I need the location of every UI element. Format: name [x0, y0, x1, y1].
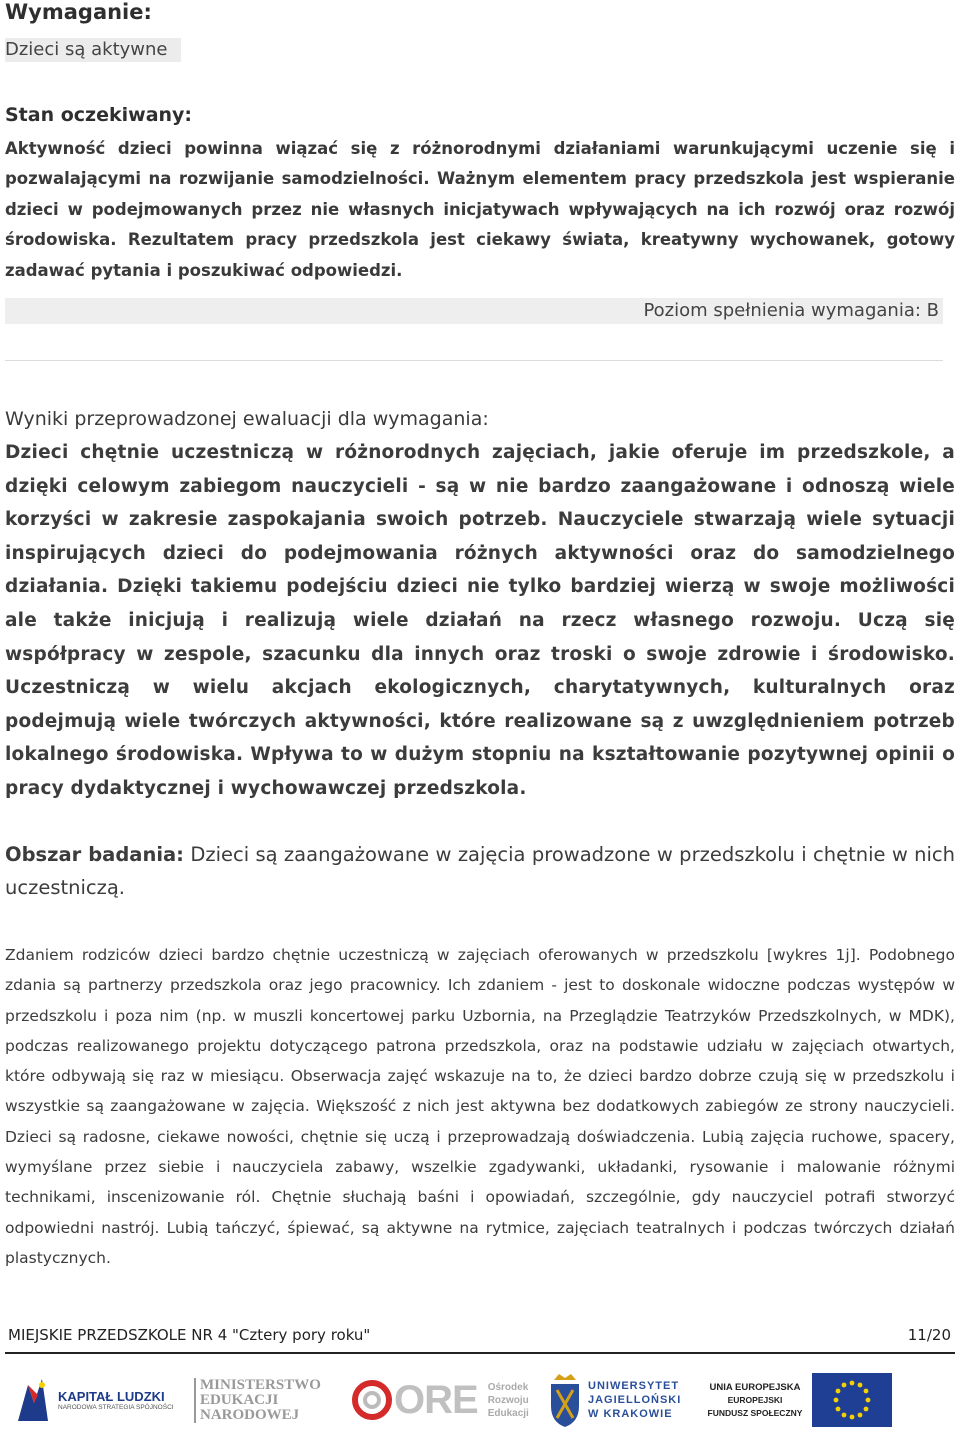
ore-line1: Ośrodek: [487, 1381, 529, 1393]
ore-ring-icon: [352, 1378, 392, 1422]
sponsor-logos: [0, 1360, 960, 1445]
kapital-ludzki-title: KAPITAŁ LUDZKI: [58, 1389, 165, 1404]
uj-line1: UNIWERSYTET: [588, 1380, 680, 1392]
findings-text: Zdaniem rodziców dzieci bardzo chętnie uczestniczą w zajęciach oferowanych w przedszkolu [wykres 1j]. Podobnego zdania są partnerzy przedszkola oraz jego pracownicy. Ich zdaniem - jest to doskonale widoczne podczas występów w przedszkolu i poza nim (np. w muszli koncertowej parku Uzbornia, na Przeglądzie Teatrzyków Przedszkolnych, w MDK), podczas realizowanego projektu dotyczącego patrona przedszkola, oraz na podstawie udziału w zajęciach otwartych, które odbywają się raz w miesiącu. Obserwacja zajęć wskazuje na to, że dzieci bardzo dobrze czują się w przedszkolu i wszystkie są zaangażowane w zajęcia. Większość z nich jest aktywna bez dodatkowych zabiegów ze strony nauczycieli. Dzieci są radosne, ciekawe nowości, chętnie się uczą i przeprowadzają doświadczenia. Lubią zajęcia ruchowe, spacery, wymyślane przez siebie i nauczyciela zabawy, wszelkie zgadywanki, układanki, rysowanie i malowanie różnymi technikami, inscenizowanie ról. Chętnie słuchają baśni i opowiadań, szczególnie, gdy nauczyciel potrafi stworzyć odpowiedni nastrój. Lubią tańczyć, śpiewać, są aktywne na rytmice, zajęciach teatralnych i podczas twórczych działań plastycznych.: [5, 946, 955, 1267]
uj-logo: [548, 1360, 688, 1440]
results-heading: Wyniki przeprowadzonej ewaluacji dla wymagania:: [5, 408, 489, 430]
ore-line2: Rozwoju: [487, 1394, 529, 1406]
kapital-ludzki-subtitle: NARODOWA STRATEGIA SPÓJNOŚCI: [58, 1404, 174, 1411]
research-area-label: Obszar badania:: [5, 843, 184, 866]
section-divider: [5, 360, 943, 361]
uj-line2: JAGIELLOŃSKI: [588, 1394, 682, 1406]
footer-school-name: MIEJSKIE PRZEDSZKOLE NR 4 "Cztery pory roku": [8, 1326, 371, 1344]
ministerstwo-line3: NARODOWEJ: [200, 1406, 300, 1423]
ore-mark: ORE: [394, 1377, 478, 1422]
kapital-ludzki-logo: [14, 1360, 174, 1440]
kapital-ludzki-icon: [14, 1375, 52, 1425]
uj-line3: W KRAKOWIE: [588, 1408, 673, 1420]
ue-line3: FUNDUSZ SPOŁECZNY: [707, 1407, 803, 1418]
eu-flag-icon: [812, 1373, 892, 1427]
ministerstwo-line2: EDUKACJI: [200, 1391, 279, 1408]
ue-line2: EUROPEJSKI: [727, 1394, 783, 1405]
page-number: 11/20: [907, 1326, 951, 1344]
ministerstwo-line1: MINISTERSTWO: [200, 1376, 321, 1393]
ore-logo: [352, 1360, 532, 1440]
ore-line3: Edukacji: [487, 1407, 529, 1419]
research-area-text: Dzieci są zaangażowane w zajęcia prowadzone w przedszkolu i chętnie w nich uczestniczą.: [5, 843, 955, 899]
page-footer: [5, 1322, 955, 1354]
research-area: [5, 838, 955, 904]
results-text: Dzieci chętnie uczestniczą w różnorodnych zajęciach, jakie oferuje im przedszkole, a dzięki celowym zabiegom nauczycieli - są w nie bardzo zaangażowane i odnoszą wiele korzyści w zakresie zaspokajania swoich potrzeb. Nauczyciele stwarzają wiele sytuacji inspirujących dzieci do podejmowania różnych aktywności oraz do samodzielnego działania. Dzięki takiemu podejściu dzieci nie tylko bardziej wierzą w swoje możliwości ale także inicjują i realizują wiele działań na rzecz własnego rozwoju. Uczą się współpracy w zespole, szacunku dla innych oraz troski o swoje zdrowie i środowisko. Uczestniczą w wielu akcjach ekologicznych, charytatywnych, kulturalnych oraz podejmują wiele twórczych aktywności, które realizowane są z uwzględnieniem potrzeb lokalnego środowiska. Wpływa to w dużym stopniu na kształtowanie pozytywnej opinii o pracy dydaktycznej i wychowawczej przedszkola.: [5, 442, 955, 799]
expected-state-heading: Stan oczekiwany:: [5, 104, 193, 126]
ue-line1: UNIA EUROPEJSKA: [709, 1381, 801, 1393]
ue-logo: [706, 1360, 952, 1440]
ministerstwo-logo: [194, 1360, 324, 1440]
requirement-heading: Wymaganie:: [5, 0, 152, 24]
fulfillment-level-bar: [5, 298, 943, 324]
fulfillment-level: Poziom spełnienia wymagania: B: [643, 300, 939, 321]
expected-state-text: Aktywność dzieci powinna wiązać się z różnorodnymi działaniami warunkującymi uczenie się i pozwalającymi na rozwijanie samodzielności. Ważnym elementem pracy przedszkola jest wspieranie dzieci w podejmowanych przez nie własnych inicjatywach wpływających na ich rozwój oraz rozwój środowiska. Rezultatem pracy przedszkola jest ciekawy świata, kreatywny wychowanek, gotowy zadawać pytania i poszukiwać odpowiedzi.: [5, 139, 955, 280]
requirement-name: Dzieci są aktywne: [5, 38, 181, 62]
uj-crest-icon: [548, 1372, 582, 1428]
